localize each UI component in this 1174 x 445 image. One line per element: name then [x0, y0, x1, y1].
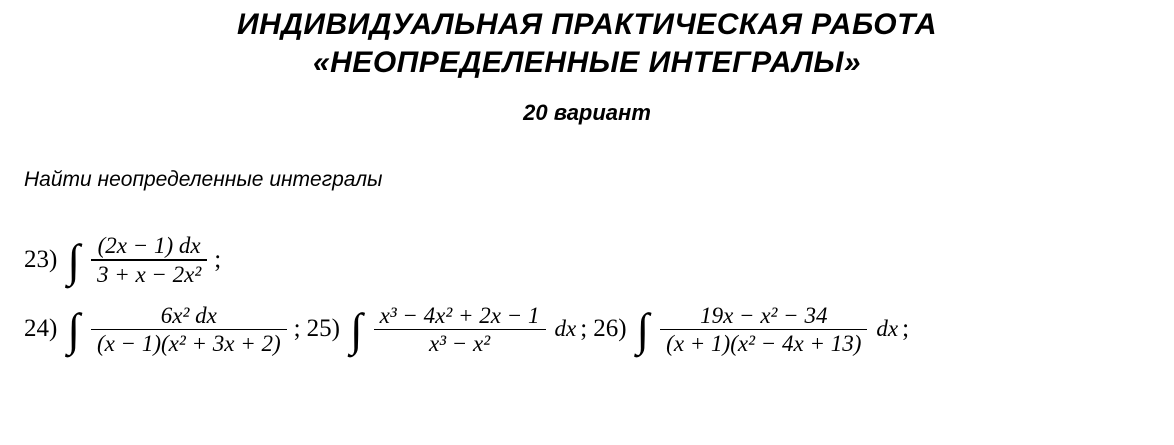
problem-number: 26): [593, 315, 627, 343]
fraction-numerator: x³ − 4x² + 2x − 1: [379, 302, 540, 328]
problem-26: [593, 302, 915, 358]
fraction: [660, 302, 867, 358]
fraction-denominator: (x + 1)(x² − 4x + 13): [666, 331, 862, 357]
problem-24: [24, 302, 307, 358]
problem-trailing: ;: [214, 245, 222, 273]
fraction: [91, 232, 207, 288]
dx-label: dx: [554, 316, 577, 342]
fraction: [374, 302, 546, 358]
title-line-1: ИНДИВИДУАЛЬНАЯ ПРАКТИЧЕСКАЯ РАБОТА: [237, 8, 937, 41]
problem-trailing: ;: [293, 315, 301, 343]
integral-icon: ∫: [636, 304, 650, 356]
problem-23: [24, 232, 227, 288]
fraction-numerator: 6x² dx: [160, 302, 217, 328]
problem-25: [307, 302, 594, 358]
integral-icon: ∫: [349, 304, 363, 356]
problems-list: [24, 232, 1174, 357]
problem-trailing: ;: [580, 315, 588, 343]
integral-icon: ∫: [67, 234, 80, 286]
title-block: [0, 0, 1174, 82]
fraction: [91, 302, 287, 358]
problem-row-1: [24, 232, 1174, 288]
title-line-2: «НЕОПРЕДЕЛЕННЫЕ ИНТЕГРАЛЫ»: [312, 46, 862, 79]
fraction-denominator: x³ − x²: [428, 331, 491, 357]
problem-number: 25): [306, 315, 340, 343]
instruction-text: Найти неопределенные интегралы: [24, 168, 383, 191]
fraction-denominator: 3 + x − 2x²: [96, 261, 202, 287]
problem-trailing: ;: [902, 315, 910, 343]
fraction-numerator: (2x − 1) dx: [97, 233, 201, 258]
problem-row-2: [24, 302, 1174, 358]
fraction-denominator: (x − 1)(x² + 3x + 2): [96, 331, 281, 357]
problem-number: 24): [24, 315, 58, 343]
dx-label: dx: [876, 316, 899, 342]
integral-icon: ∫: [67, 304, 80, 356]
variant-label: 20 вариант: [523, 100, 651, 125]
fraction-numerator: 19x − x² − 34: [700, 302, 828, 328]
problem-number: 23): [24, 245, 58, 273]
